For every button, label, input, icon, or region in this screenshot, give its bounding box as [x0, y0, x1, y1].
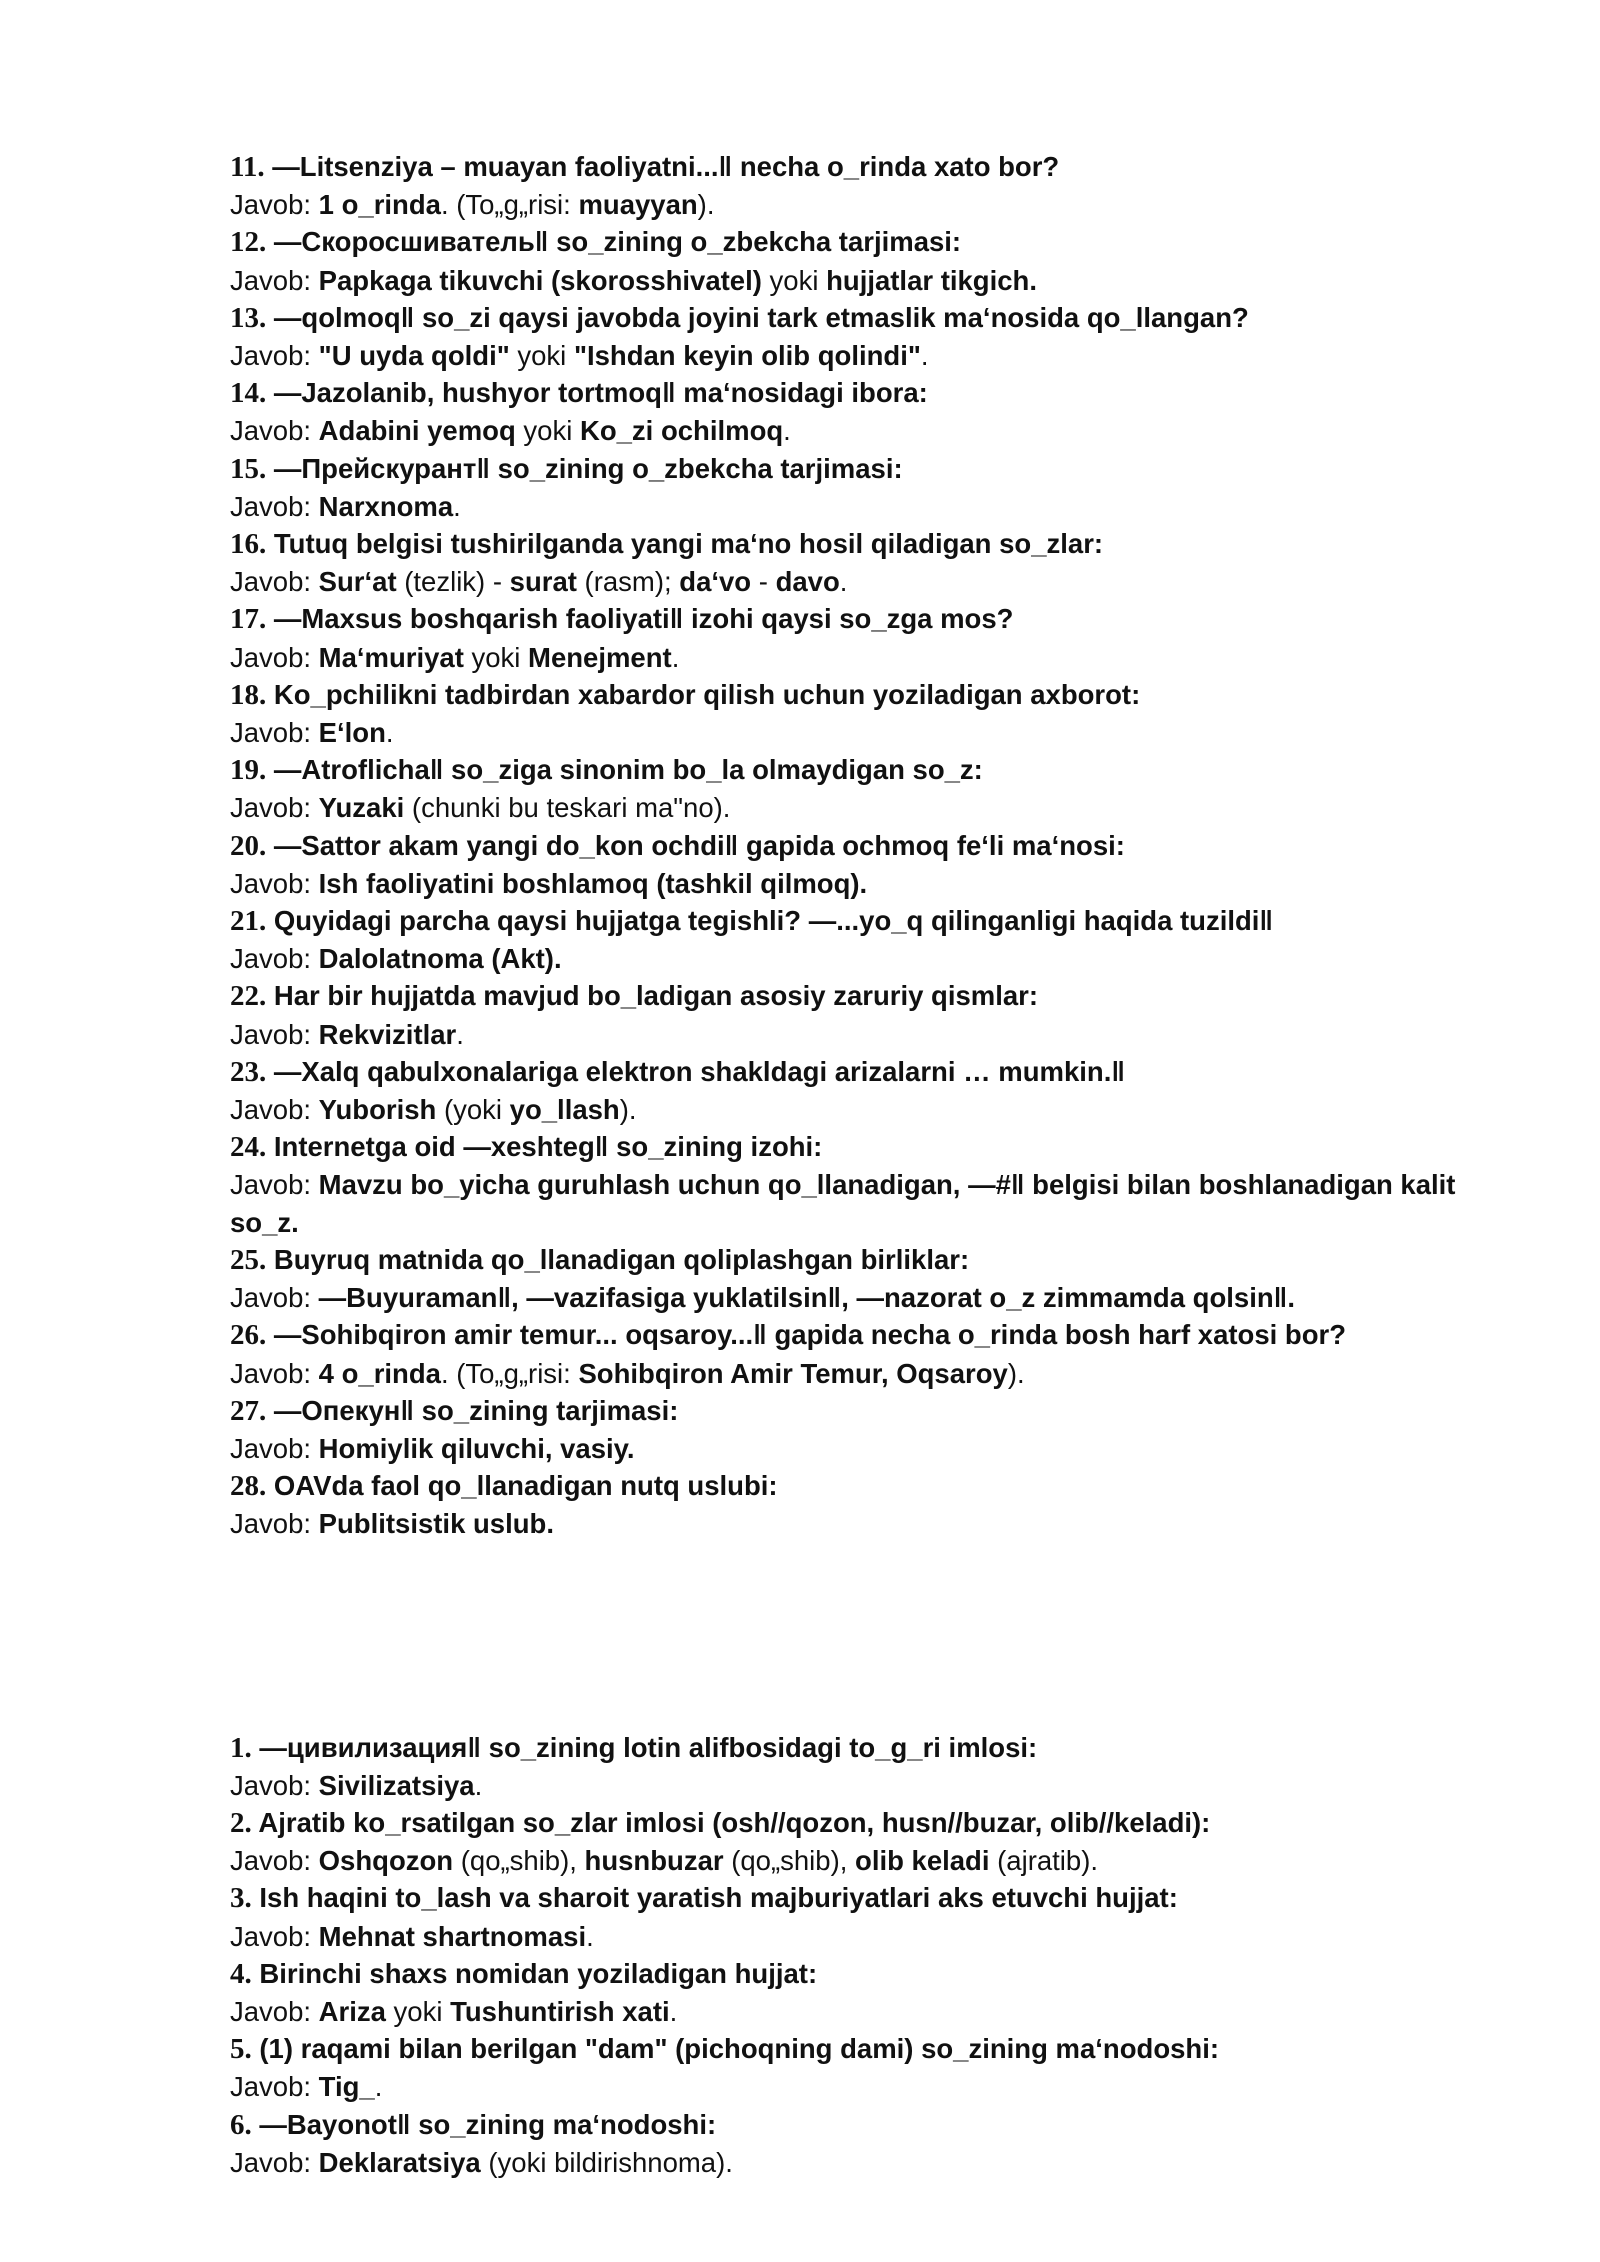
answer-note: . — [474, 1769, 483, 1801]
answer-label: Javob: — [230, 943, 319, 975]
qa-item — [230, 827, 1480, 902]
qa-item — [230, 676, 1480, 751]
answer-note: . — [456, 1018, 464, 1050]
question-line — [230, 1392, 1480, 1430]
question-text: Buyruq matnida qo_llanadigan qoliplashgan birliklar: — [273, 1243, 970, 1275]
answer-value: —Buyuraman‖, —vazifasiga yuklatilsin‖, —nazorat o_z zimmamda qolsin‖. — [318, 1282, 1295, 1314]
answer-value: olib keladi — [855, 1845, 990, 1877]
answer-label: Javob: — [230, 1094, 319, 1126]
question-number: 12. — [230, 226, 267, 259]
question-text: —цивилизация‖ so_zining lotin alifbosidagi to_g_ri imlosi: — [259, 1731, 1038, 1763]
answer-line — [230, 789, 1480, 826]
answer-line — [230, 639, 1480, 676]
question-number: 24. — [230, 1131, 267, 1164]
answer-line — [230, 1091, 1480, 1128]
question-line — [230, 1316, 1480, 1354]
qa-item — [230, 1729, 1480, 1804]
question-number: 18. — [230, 678, 267, 711]
answer-line — [230, 1993, 1480, 2030]
question-text: —Опекун‖ so_zining tarjimasi: — [273, 1394, 679, 1426]
question-line — [230, 1804, 1480, 1842]
question-text: —Sohibqiron amir temur... oqsaroy...‖ gapida necha o_rinda bosh harf xatosi bor? — [273, 1319, 1346, 1351]
qa-item — [230, 1241, 1480, 1316]
answer-value: Narxnoma — [318, 490, 454, 522]
question-line — [230, 676, 1480, 714]
section-gap — [230, 1543, 1480, 1729]
answer-value: 4 o_rinda — [318, 1357, 441, 1389]
question-line — [230, 2030, 1480, 2068]
answer-value: Sohibqiron Amir Temur, Oqsaroy — [578, 1357, 1008, 1389]
qa-section-1 — [230, 148, 1480, 1543]
answer-label: Javob: — [230, 1169, 319, 1201]
answer-value: Adabini yemoq — [318, 415, 516, 447]
answer-label: Javob: — [230, 189, 319, 221]
question-text: —Xalq qabulxonalariga elektron shakldagi arizalarni … mumkin.‖ — [273, 1055, 1126, 1087]
question-number: 11. — [230, 151, 265, 183]
question-number: 3. — [230, 1882, 252, 1915]
qa-item — [230, 902, 1480, 977]
answer-note: (ajratib). — [989, 1845, 1098, 1877]
answer-label: Javob: — [230, 1508, 319, 1540]
answer-line — [230, 2068, 1480, 2105]
answer-label: Javob: — [230, 1995, 319, 2027]
answer-value: Ish faoliyatini boshlamoq (tashkil qilmoq). — [318, 867, 868, 899]
qa-item — [230, 299, 1480, 374]
qa-item — [230, 148, 1480, 223]
answer-note: yoki — [385, 1995, 451, 2027]
qa-item — [230, 600, 1480, 675]
answer-value: surat — [509, 566, 577, 598]
question-line — [230, 148, 1480, 186]
answer-label: Javob: — [230, 1018, 319, 1050]
question-text: —Atroflicha‖ so_ziga sinonim bo_la olmaydigan so_z: — [273, 754, 983, 786]
qa-item — [230, 223, 1480, 298]
answer-line — [230, 940, 1480, 977]
answer-value: davo — [775, 566, 840, 598]
question-line — [230, 223, 1480, 261]
answer-note: ). — [1007, 1357, 1025, 1389]
answer-note: . — [385, 717, 394, 749]
question-text: —Litsenziya – muayan faoliyatni...‖ necha o_rinda xato bor? — [272, 151, 1060, 182]
answer-note: ). — [697, 189, 715, 221]
answer-note: . — [783, 415, 791, 447]
question-line — [230, 450, 1480, 488]
question-text: Ish haqini to_lash va sharoit yaratish majburiyatlari aks etuvchi hujjat: — [259, 1882, 1178, 1914]
answer-note: yoki — [515, 415, 580, 447]
answer-label: Javob: — [230, 415, 319, 447]
answer-value: Yuzaki — [318, 792, 405, 824]
question-number: 22. — [230, 980, 267, 1013]
question-number: 2. — [230, 1806, 252, 1839]
answer-line — [230, 1767, 1480, 1804]
answer-label: Javob: — [230, 867, 319, 899]
answer-line — [230, 1505, 1480, 1542]
question-text: Birinchi shaxs nomidan yoziladigan hujjat: — [259, 1957, 818, 1989]
question-line — [230, 977, 1480, 1015]
answer-line — [230, 1355, 1480, 1392]
question-number: 26. — [230, 1319, 267, 1352]
answer-note: (yoki bildirishnoma). — [480, 2146, 733, 2178]
qa-item — [230, 2106, 1480, 2181]
answer-label: Javob: — [230, 1432, 319, 1464]
answer-value: husnbuzar — [584, 1845, 724, 1877]
question-number: 6. — [230, 2108, 252, 2141]
answer-value: "U uyda qoldi" — [318, 340, 510, 372]
answer-value: "Ishdan keyin olib qolindi" — [573, 340, 921, 372]
answer-value: Menejment — [528, 641, 672, 673]
question-line — [230, 1241, 1480, 1279]
question-text: —Jazolanib, hushyor tortmoq‖ ma‘nosidagi ibora: — [273, 377, 928, 409]
answer-note: . — [671, 641, 680, 673]
answer-value: Ma‘muriyat — [318, 641, 464, 673]
qa-item — [230, 2030, 1480, 2105]
answer-value: Ko_zi ochilmoq — [579, 415, 784, 447]
answer-label: Javob: — [230, 1845, 319, 1877]
answer-note: . — [453, 490, 461, 522]
answer-line — [230, 2144, 1480, 2181]
question-line — [230, 299, 1480, 337]
question-text: Ajratib ko_rsatilgan so_zlar imlosi (osh//qozon, husn//buzar, olib//keladi): — [258, 1806, 1211, 1838]
question-number: 14. — [230, 377, 267, 410]
answer-note: . (To„g„risi: — [440, 1357, 579, 1389]
question-line — [230, 2106, 1480, 2144]
answer-label: Javob: — [230, 1357, 319, 1389]
answer-value: Homiylik qiluvchi, vasiy. — [318, 1432, 635, 1464]
answer-line — [230, 1918, 1480, 1955]
answer-line — [230, 337, 1480, 374]
question-number: 19. — [230, 754, 267, 787]
question-line — [230, 1053, 1480, 1091]
question-line — [230, 600, 1480, 638]
question-text: —Sattor akam yangi do_kon ochdi‖ gapida ochmoq fe‘li ma‘nosi: — [273, 829, 1125, 861]
answer-value: Mehnat shartnomasi — [318, 1920, 587, 1952]
question-number: 17. — [230, 603, 267, 636]
answer-label: Javob: — [230, 1769, 319, 1801]
answer-note: . (To„g„risi: — [440, 189, 579, 221]
answer-line — [230, 1430, 1480, 1467]
answer-value: Papkaga tikuvchi (skorosshivatel) — [318, 264, 762, 296]
question-number: 21. — [230, 905, 267, 938]
answer-note: - — [751, 566, 776, 598]
question-number: 1. — [230, 1731, 252, 1764]
question-text: OAVda faol qo_llanadigan nutq uslubi: — [273, 1470, 778, 1502]
answer-note: (yoki — [436, 1094, 510, 1126]
qa-item — [230, 374, 1480, 449]
answer-label: Javob: — [230, 2146, 319, 2178]
answer-label: Javob: — [230, 641, 319, 673]
question-text: —qolmoq‖ so_zi qaysi javobda joyini tark etmaslik ma‘nosida qo_llangan? — [273, 301, 1249, 333]
answer-value: Ariza — [318, 1995, 386, 2027]
qa-item — [230, 1804, 1480, 1879]
question-number: 13. — [230, 301, 267, 334]
answer-label: Javob: — [230, 1282, 319, 1314]
answer-line — [230, 1842, 1480, 1879]
answer-note: yoki — [509, 340, 574, 372]
answer-note: (chunki bu teskari ma"no). — [404, 792, 731, 824]
question-line — [230, 827, 1480, 865]
question-line — [230, 525, 1480, 563]
answer-value: E‘lon — [318, 717, 386, 749]
question-number: 5. — [230, 2033, 252, 2066]
question-number: 23. — [230, 1055, 267, 1088]
question-text: Tutuq belgisi tushirilganda yangi ma‘no hosil qiladigan so_zlar: — [273, 528, 1104, 560]
qa-item — [230, 1392, 1480, 1467]
answer-line — [230, 714, 1480, 751]
question-text: (1) raqami bilan berilgan "dam" (pichoqning dami) so_zining ma‘nodoshi: — [259, 2033, 1220, 2065]
answer-note: (qo„shib), — [723, 1845, 856, 1877]
question-number: 4. — [230, 1957, 252, 1990]
answer-note: . — [839, 566, 848, 598]
qa-item — [230, 1955, 1480, 2030]
question-text: —Bayonot‖ so_zining ma‘nodoshi: — [259, 2108, 717, 2140]
question-number: 28. — [230, 1470, 267, 1503]
answer-value: Oshqozon — [318, 1845, 454, 1877]
answer-note: yoki — [761, 264, 827, 296]
answer-value: Rekvizitlar — [318, 1018, 457, 1050]
qa-item — [230, 1467, 1480, 1542]
answer-line — [230, 1166, 1480, 1240]
question-text: Internetga oid —xeshteg‖ so_zining izohi: — [273, 1131, 823, 1163]
qa-item — [230, 977, 1480, 1052]
question-line — [230, 374, 1480, 412]
answer-label: Javob: — [230, 1920, 319, 1952]
qa-item — [230, 1053, 1480, 1128]
question-text: Har bir hujjatda mavjud bo_ladigan asosiy zaruriy qismlar: — [273, 980, 1038, 1012]
question-number: 16. — [230, 528, 267, 561]
question-line — [230, 1729, 1480, 1767]
answer-line — [230, 865, 1480, 902]
question-line — [230, 1955, 1480, 1993]
answer-value: yo_llash — [509, 1094, 620, 1126]
question-text: Quyidagi parcha qaysi hujjatga tegishli? —...yo_q qilinganligi haqida tuzildi‖ — [273, 905, 1274, 937]
question-line — [230, 902, 1480, 940]
question-number: 15. — [230, 452, 267, 485]
question-number: 25. — [230, 1243, 267, 1276]
answer-label: Javob: — [230, 566, 319, 598]
answer-note: . — [669, 1995, 678, 2027]
answer-value: Sivilizatsiya — [318, 1769, 475, 1801]
answer-label: Javob: — [230, 792, 319, 824]
question-number: 27. — [230, 1394, 267, 1427]
answer-label: Javob: — [230, 264, 319, 296]
qa-item — [230, 525, 1480, 600]
question-text: Ko_pchilikni tadbirdan xabardor qilish uchun yoziladigan axborot: — [273, 678, 1141, 710]
answer-note: (qo„shib), — [453, 1845, 585, 1877]
answer-value: Publitsistik uslub. — [318, 1508, 554, 1540]
question-line — [230, 1128, 1480, 1166]
answer-label: Javob: — [230, 2071, 319, 2103]
question-line — [230, 1467, 1480, 1505]
answer-note: yoki — [463, 641, 529, 673]
qa-section-2 — [230, 1729, 1480, 2181]
answer-value: Dalolatnoma (Akt). — [318, 943, 562, 975]
qa-item — [230, 1879, 1480, 1954]
answer-note: ). — [619, 1094, 637, 1126]
qa-item — [230, 751, 1480, 826]
answer-value: Deklaratsiya — [318, 2146, 481, 2178]
qa-item — [230, 1316, 1480, 1391]
question-line — [230, 751, 1480, 789]
qa-item — [230, 1128, 1480, 1241]
answer-label: Javob: — [230, 340, 319, 372]
question-number: 20. — [230, 829, 267, 862]
answer-value: Sur‘at — [318, 566, 397, 598]
answer-line — [230, 1016, 1480, 1053]
answer-line — [230, 262, 1480, 299]
question-line — [230, 1879, 1480, 1917]
qa-item — [230, 450, 1480, 525]
answer-label: Javob: — [230, 717, 319, 749]
answer-value: hujjatlar tikgich. — [826, 264, 1037, 296]
answer-note: . — [920, 340, 929, 372]
answer-line — [230, 488, 1480, 525]
answer-line — [230, 563, 1480, 600]
document-page — [230, 148, 1480, 2181]
answer-value: muayyan — [578, 189, 698, 221]
answer-value: Mavzu bo_yicha guruhlash uchun qo_llanadigan, —#‖ belgisi bilan boshlanadigan kalit so_z. — [230, 1169, 1456, 1238]
answer-line — [230, 412, 1480, 449]
answer-note: . — [374, 2071, 383, 2103]
question-text: —Скоросшиватель‖ so_zining o_zbekcha tarjimasi: — [273, 226, 962, 258]
answer-line — [230, 1279, 1480, 1316]
answer-value: 1 o_rinda — [318, 189, 441, 221]
question-text: —Maxsus boshqarish faoliyati‖ izohi qaysi so_zga mos? — [273, 603, 1014, 635]
answer-value: Tushuntirish xati — [450, 1995, 670, 2027]
answer-note: (tezlik) - — [396, 566, 510, 598]
answer-value: da‘vo — [679, 566, 752, 598]
answer-value: Tig_ — [318, 2071, 375, 2103]
answer-note: (rasm); — [576, 566, 680, 598]
question-text: —Прейскурант‖ so_zining o_zbekcha tarjimasi: — [273, 452, 903, 484]
answer-label: Javob: — [230, 490, 319, 522]
answer-value: Yuborish — [318, 1094, 437, 1126]
answer-line — [230, 186, 1480, 223]
answer-note: . — [586, 1920, 594, 1952]
